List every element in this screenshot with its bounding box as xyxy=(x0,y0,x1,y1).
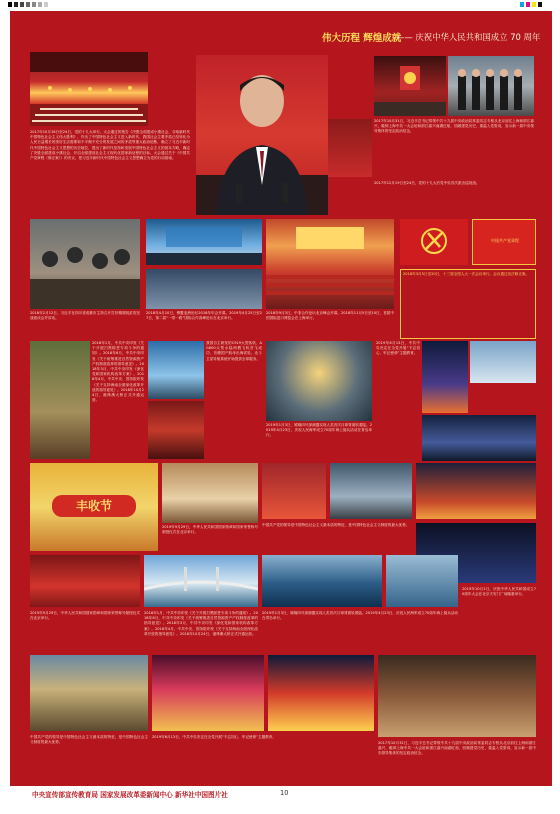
caption-new-era-1: 中国共产党的领导是中国特色社会主义最本质的特征，是中国特色社会主义制度的最大优势。 xyxy=(30,735,148,745)
caption-technology: 我国自主研发的C919大型客机、AG600大型水陆两栖飞机首飞成功，首艘国产航母出海试验，北斗卫星导航系统开始提供全球服务。 xyxy=(206,341,262,361)
caption-constitution: 2018年3月5日至20日，十三届全国人大一次会议举行。会议通过宪法修正案。 xyxy=(400,269,536,339)
caption-inspection: 2017年12月19日至24日，党的十九大后党中央首次派出巡视组。 xyxy=(374,181,480,185)
photo-airport-aerial xyxy=(266,341,372,421)
photo-assembly-hall xyxy=(30,555,140,607)
caption-shanghai-visit: 2017年10月31日，习近平总书记带领中共十九届中央政治局常委同志专程从北京前往上海和浙江嘉兴，瞻仰上海中共一大会址和浙江嘉兴南湖红船，回顾建党历史，重温入党誓词，宣示新一届中央领导集体的坚定政治信念。 xyxy=(374,119,534,134)
photo-rural-portrait xyxy=(30,341,90,459)
photo-city-skyline xyxy=(422,415,536,461)
photo-night-festival xyxy=(416,463,536,519)
footer-bar xyxy=(10,786,552,799)
photo-congress-hall xyxy=(30,52,148,126)
photo-meeting-room xyxy=(378,655,536,737)
photo-leaders-lineup xyxy=(448,56,534,116)
caption-reform: 2018年1月，中共中央印发《关于开展扫黑除恶专项斗争的通知》。2018年6月，中共中央印发《关于统筹推进自然资源资产产权制度改革的指导意见》。2018年3月，中共中央印发《深化党和国家机构改革方案》。2018年4月，中共中央、国务院印发《关于支持海南全面深化改革开放的指导意见》。2018年10月24日，港珠澳大桥正式开通运营。 xyxy=(92,341,144,403)
caption-new-era-2: 2019年6月13日，中共中央决定在全党开展“不忘初心、牢记使命”主题教育。 xyxy=(152,735,276,739)
poster-page xyxy=(10,11,552,799)
photo-military-parade xyxy=(30,655,148,731)
caption-boao-forum: 2018年4月10日，博鳌亚洲论坛2018年年会开幕。2019年4月25日至27日，第二届“一带一路”国际合作高峰论坛在北京举行。 xyxy=(146,311,262,321)
caption-naval-review: 2019年1月3日，嫦娥四号探测器实现人类首次月球背面软着陆。2019年4月23日，庆祝人民海军成立70周年海上阅兵活动在青岛举行。 xyxy=(262,611,458,621)
caption-national-medals: 2019年9月29日，中华人民共和国国家勋章和国家荣誉称号颁授仪式在北京举行。 xyxy=(162,525,258,535)
caption-party-leadership: 中国共产党的领导是中国特色社会主义最本质的特征，是中国特色社会主义制度的最大优势。 xyxy=(262,523,410,527)
page-number: 10 xyxy=(280,789,289,797)
photo-dining-hall xyxy=(162,463,258,523)
photo-red-hall xyxy=(328,119,372,177)
caption-medal-ceremony-2: 2019年9月29日，中华人民共和国国家勋章和国家荣誉称号颁授仪式在北京举行。 xyxy=(30,611,140,621)
photo-conference-auditorium xyxy=(266,219,394,309)
footer-credits: 中央宣传部宣传教育局 国家发展改革委新闻中心 新华社中国图片社 xyxy=(32,791,228,799)
caption-theme-education: 2019年6月13日，中共中央决定在全党开展“不忘初心、牢记使命”主题教育。 xyxy=(376,341,420,356)
headline: 伟大历程 辉煌成就 xyxy=(322,33,402,44)
portrait-photo xyxy=(196,55,328,215)
subheadline: —— 庆祝中华人民共和国成立 70 周年 xyxy=(396,32,541,42)
photo-seaplane xyxy=(470,341,536,383)
photo-street-scene xyxy=(330,463,412,519)
party-emblem-panel: 中国共产党章程 xyxy=(472,219,536,265)
photo-naval-fleet xyxy=(262,555,382,607)
photo-museum-room xyxy=(148,401,204,459)
photo-forum-stage xyxy=(146,219,262,265)
caption-beijing-summit: 2018年9月3日，中非合作论坛北京峰会开幕。2018年11月5日至10日，首届中国国际进口博览会在上海举行。 xyxy=(266,311,394,321)
photo-party-flag xyxy=(400,219,468,265)
caption-19th-congress: 2017年10月18日至24日，党的十九大举行。大会通过的报告《决胜全面建成小康社会，夺取新时代中国特色社会主义伟大胜利》，作出了中国特色社会主义进入新时代、我国社会主要矛盾已经转化为人民日益增长的美好生活需要和不平衡不充分的发展之间的矛盾等重大政治论断，确立了习近平新时代中国特色社会主义思想的历史地位，提出了新时代坚持和发展中国特色社会主义的基本方略，确定了决胜全面建成小康社会、开启全面建设社会主义现代化国家新征程的目标。大会通过关于《中国共产党章程（修正案）》的决议，把习近平新时代中国特色社会主义思想确立为党的行动指南。 xyxy=(30,130,190,161)
caption-anniversary: 2019年10月1日，庆祝中华人民共和国成立70周年大会在北京天安门广场隆重举行。 xyxy=(462,587,536,597)
photo-ceremony xyxy=(262,463,326,519)
photo-celebration-gala xyxy=(152,655,264,731)
photo-stadium-show xyxy=(268,655,374,731)
photo-ship-launch xyxy=(148,341,204,399)
photo-village-visit xyxy=(30,219,140,309)
caption-sichuan-poverty: 2018年2月12日，习近平在四川省成都市主持召开打好精准脱贫攻坚战座谈会并讲话。 xyxy=(30,311,140,321)
photo-forum-hall xyxy=(146,269,262,309)
caption-bridge-opening: 2018年1月，中共中央印发《关于开展扫黑除恶专项斗争的通知》。2018年6月，中共中央印发《关于统筹推进自然资源资产产权制度改革的指导意见》。2018年3月，中共中央印发《深化党和国家机构改革方案》。2018年4月，中共中央、国务院印发《关于支持海南全面深化改革开放的指导意见》。2018年10月24日，港珠澳大桥正式开通运营。 xyxy=(144,611,258,636)
caption-new-era-3: 2017年10月31日，习近平总书记带领中共十九届中央政治局常委同志专程从北京前往上海和浙江嘉兴，瞻仰上海中共一大会址和浙江嘉兴南湖红船，回顾建党历史，重温入党誓词，宣示新一届中央领导集体的坚定政治信念。 xyxy=(378,741,536,756)
photo-launch-tower xyxy=(422,341,468,413)
caption-moon-landing: 2019年1月3日，嫦娥四号探测器实现人类首次月球背面软着陆。2019年4月23日，庆祝人民海军成立70周年海上阅兵活动在青岛举行。 xyxy=(266,423,372,438)
photo-harvest-festival: 丰收节 xyxy=(30,463,158,551)
photo-naval-review xyxy=(386,555,458,607)
color-calibration-strip xyxy=(0,0,560,10)
photo-exhibition-hall xyxy=(374,56,446,116)
photo-bridge xyxy=(144,555,258,607)
